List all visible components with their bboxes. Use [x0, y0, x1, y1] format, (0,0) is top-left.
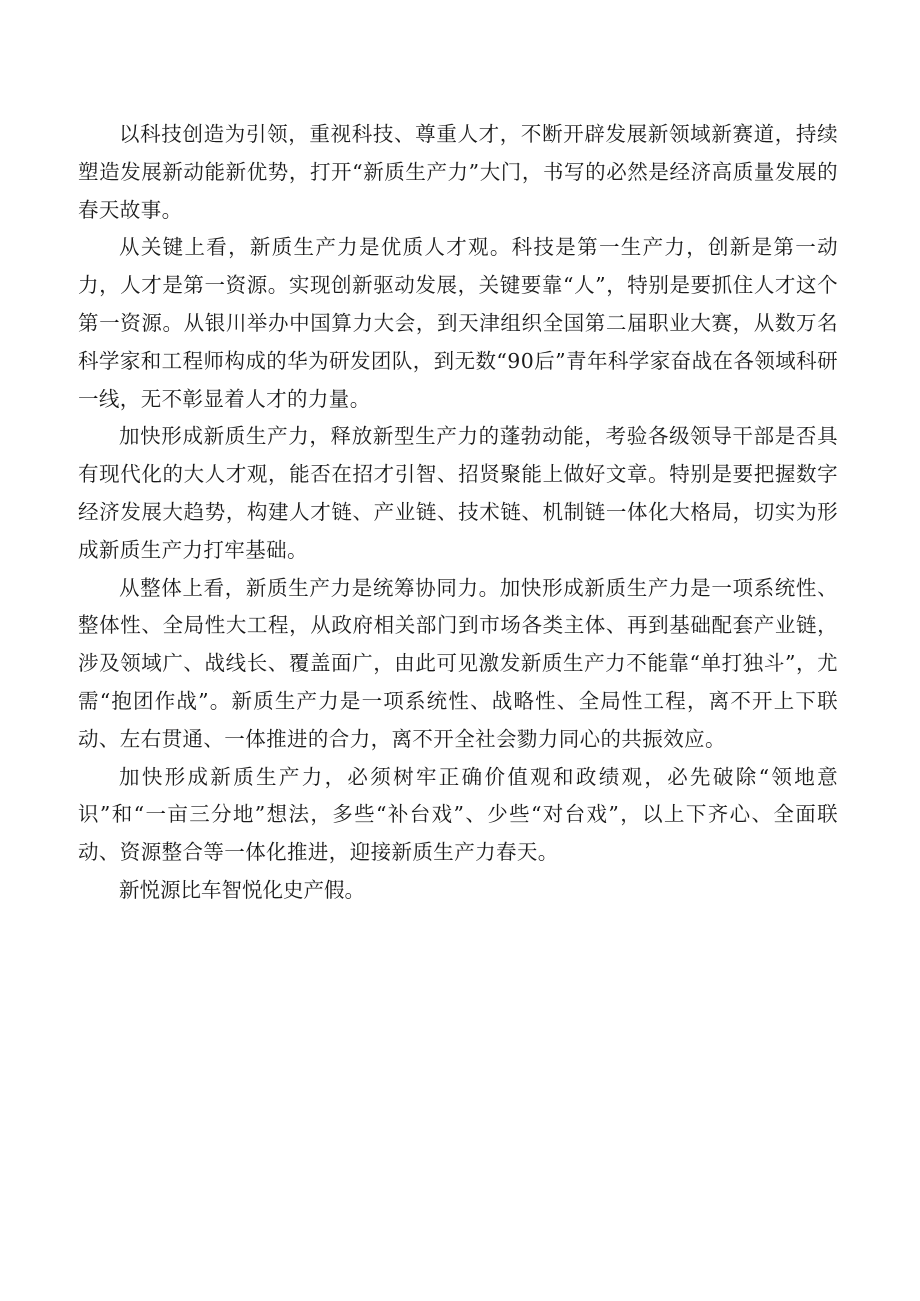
closing-line: 新悦源比车智悦化史产假。 — [119, 877, 365, 902]
paragraph-5: 加快形成新质生产力，必须树牢正确价值观和政绩观，必先破除“领地意识”和“一亩三分地”想法，多些“补台戏”、少些“对台戏”，以上下齐心、全面联动、资源整合等一体化推进，迎接新质生产力春天。 — [78, 764, 838, 865]
paragraph-3: 加快形成新质生产力，释放新型生产力的蓬勃动能，考验各级领导干部是否具有现代化的大人才观，能否在招才引智、招贤聚能上做好文章。特别是要把握数字经济发展大趋势，构建人才链、产业链、技术链、机制链一体化大格局，切实为形成新质生产力打牢基础。 — [78, 424, 838, 562]
paragraph-4: 从整体上看，新质生产力是统筹协同力。加快形成新质生产力是一项系统性、整体性、全局性大工程，从政府相关部门到市场各类主体、再到基础配套产业链，涉及领域广、战线长、覆盖面广，由此可见激发新质生产力不能靠“单打独斗”，尤需“抱团作战”。新质生产力是一项系统性、战略性、全局性工程，离不开上下联动、左右贯通、一体推进的合力，离不开全社会勠力同心的共振效应。 — [78, 575, 838, 751]
paragraph-2: 从关键上看，新质生产力是优质人才观。科技是第一生产力，创新是第一动力，人才是第一资源。实现创新驱动发展，关键要靠“人”，特别是要抓住人才这个第一资源。从银川举办中国算力大会，到天津组织全国第二届职业大赛，从数万名科学家和工程师构成的华为研发团队，到无数“90后”青年科学家奋战在各领域科研一线，无不彰显着人才的力量。 — [78, 235, 838, 411]
paragraph-1: 以科技创造为引领，重视科技、尊重人才，不断开辟发展新领域新赛道，持续塑造发展新动能新优势，打开“新质生产力”大门，书写的必然是经济高质量发展的春天故事。 — [78, 122, 838, 222]
